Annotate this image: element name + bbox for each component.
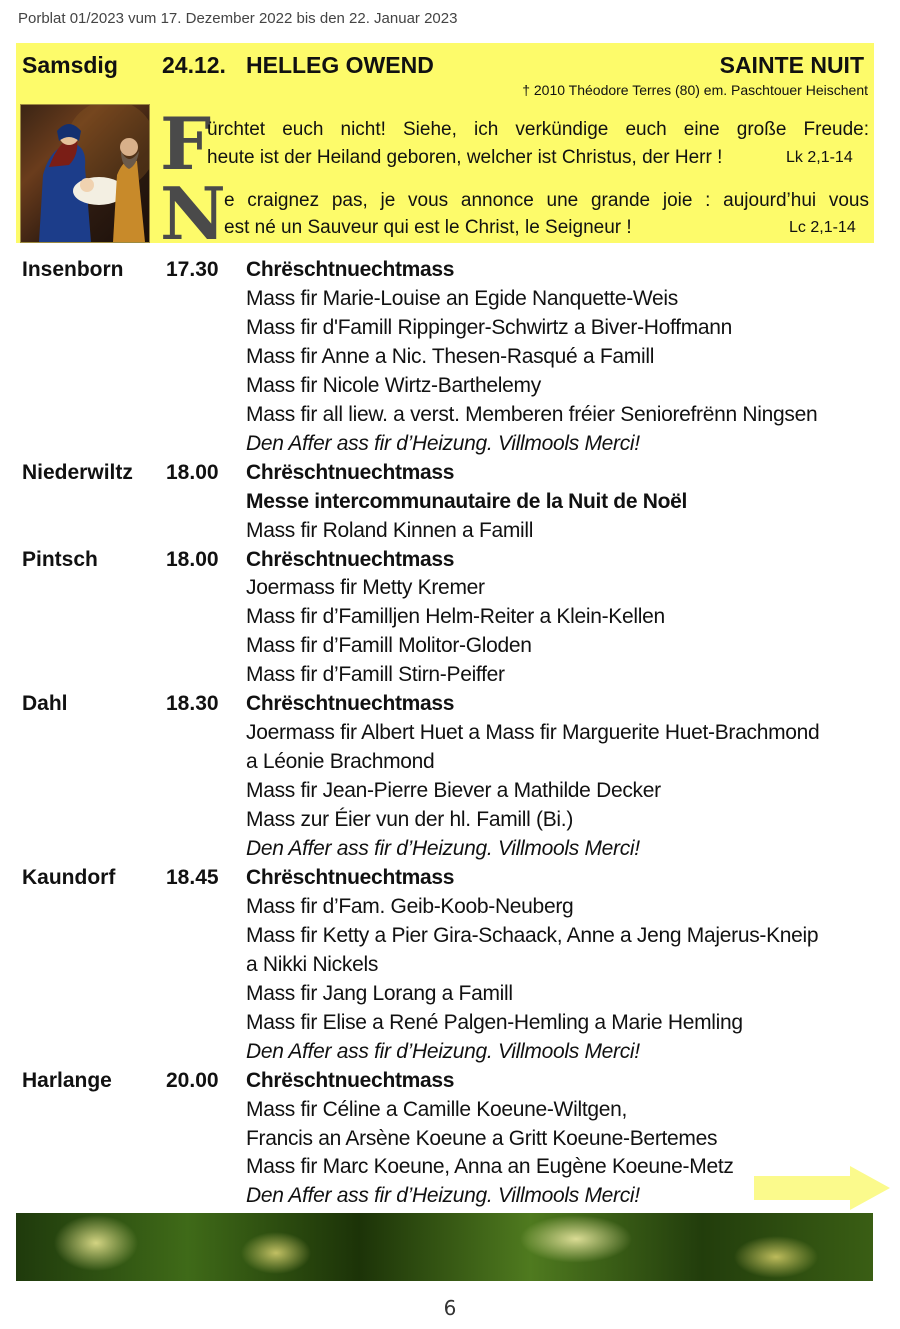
mass-intention: Mass fir Nicole Wirtz-Barthelemy	[246, 373, 541, 397]
location-name: Insenborn	[22, 258, 124, 281]
mass-intention: Mass fir d’Familljen Helm-Reiter a Klein-Kellen	[246, 605, 665, 629]
mass-intention: Mass fir Elise a René Palgen-Hemling a Marie Hemling	[246, 1010, 743, 1034]
page-header: Porblat 01/2023 vum 17. Dezember 2022 bis den 22. Januar 2023	[18, 10, 458, 27]
mass-intention: Mass fir Céline a Camille Koeune-Wiltgen,	[246, 1097, 628, 1121]
verse-initial-fr: N	[160, 171, 226, 256]
verse-lb-line1: ürchtet euch nicht! Siehe, ich verkündige euch eine große Freude:	[207, 119, 869, 140]
mass-time: 18.45	[166, 865, 219, 889]
mass-title: Chrëschtnuechtmass	[246, 865, 455, 889]
date: 24.12.	[162, 52, 226, 78]
mass-title: Chrëschtnuechtmass	[246, 692, 455, 716]
offering-note: Den Affer ass fir d’Heizung. Villmools Merci!	[246, 1184, 640, 1208]
verse-initial-lb: F	[160, 101, 212, 186]
verse-fr-reference: Lc 2,1-14	[789, 219, 856, 236]
mass-intention: Francis an Arsène Koeune a Gritt Koeune-Bertemes	[246, 1126, 718, 1150]
mass-intention: Mass fir Marc Koeune, Anna an Eugène Koeune-Metz	[246, 1155, 734, 1179]
death-note: † 2010 Théodore Terres (80) em. Paschtouer Heischent	[522, 82, 868, 98]
mass-intention: Messe intercommunautaire de la Nuit de Noël	[246, 489, 688, 513]
mass-intention: Mass fir d’Fam. Geib-Koob-Neuberg	[246, 894, 574, 918]
mass-intention: Joermass fir Metty Kremer	[246, 576, 485, 600]
mass-intention: Mass zur Éier vun der hl. Famill (Bi.)	[246, 808, 574, 832]
feast-title-fr: SAINTE NUIT	[719, 52, 864, 78]
verse-lb-line2: heute ist der Heiland geboren, welcher ist Christus, der Herr !	[207, 147, 723, 168]
mass-time: 17.30	[166, 258, 219, 281]
mass-intention: a Nikki Nickels	[246, 952, 379, 976]
right-arrow-icon[interactable]	[754, 1166, 892, 1215]
weekday: Samsdig	[22, 52, 118, 78]
footer-decorative-image	[16, 1213, 873, 1281]
mass-title: Chrëschtnuechtmass	[246, 547, 455, 571]
mass-title: Chrëschtnuechtmass	[246, 258, 455, 281]
offering-note: Den Affer ass fir d’Heizung. Villmools Merci!	[246, 431, 640, 455]
verse-lb-reference: Lk 2,1-14	[786, 149, 853, 166]
mass-intention: Mass fir Jang Lorang a Famill	[246, 981, 513, 1005]
location-name: Dahl	[22, 692, 68, 716]
offering-note: Den Affer ass fir d’Heizung. Villmools Merci!	[246, 1039, 640, 1063]
mass-intention: Mass fir Ketty a Pier Gira-Schaack, Anne a Jeng Majerus-Kneip	[246, 923, 819, 947]
mass-intention: a Léonie Brachmond	[246, 750, 435, 774]
mass-intention: Mass fir d’Famill Molitor-Gloden	[246, 634, 532, 658]
mass-intention: Mass fir Jean-Pierre Biever a Mathilde Decker	[246, 779, 661, 803]
page-number: 6	[443, 1296, 457, 1320]
feast-title-lb: HELLEG OWEND	[246, 52, 434, 78]
mass-intention: Mass fir d’Famill Stirn-Peiffer	[246, 663, 505, 687]
location-name: Harlange	[22, 1068, 112, 1092]
mass-intention: Mass fir Marie-Louise an Egide Nanquette-Weis	[246, 286, 678, 310]
mass-intention: Mass fir Roland Kinnen a Famill	[246, 518, 534, 542]
location-name: Niederwiltz	[22, 460, 133, 484]
verse-fr-line2: est né un Sauveur qui est le Christ, le Seigneur !	[224, 217, 632, 238]
offering-note: Den Affer ass fir d’Heizung. Villmools Merci!	[246, 837, 640, 860]
mass-intention: Mass fir all liew. a verst. Memberen fréier Seniorefrënn Ningsen	[246, 402, 818, 426]
verse-fr-line1: e craignez pas, je vous annonce une grande joie : aujourd’hui vous	[224, 190, 869, 211]
mass-time: 20.00	[166, 1068, 219, 1092]
mass-title: Chrëschtnuechtmass	[246, 1068, 455, 1092]
mass-time: 18.00	[166, 460, 219, 484]
location-name: Pintsch	[22, 547, 98, 571]
nativity-image	[20, 104, 150, 243]
mass-intention: Joermass fir Albert Huet a Mass fir Marguerite Huet-Brachmond	[246, 721, 820, 745]
location-name: Kaundorf	[22, 865, 116, 889]
mass-time: 18.00	[166, 547, 219, 571]
mass-title: Chrëschtnuechtmass	[246, 460, 455, 484]
mass-intention: Mass fir d'Famill Rippinger-Schwirtz a Biver-Hoffmann	[246, 315, 733, 339]
mass-intention: Mass fir Anne a Nic. Thesen-Rasqué a Famill	[246, 344, 655, 368]
mass-time: 18.30	[166, 692, 219, 716]
